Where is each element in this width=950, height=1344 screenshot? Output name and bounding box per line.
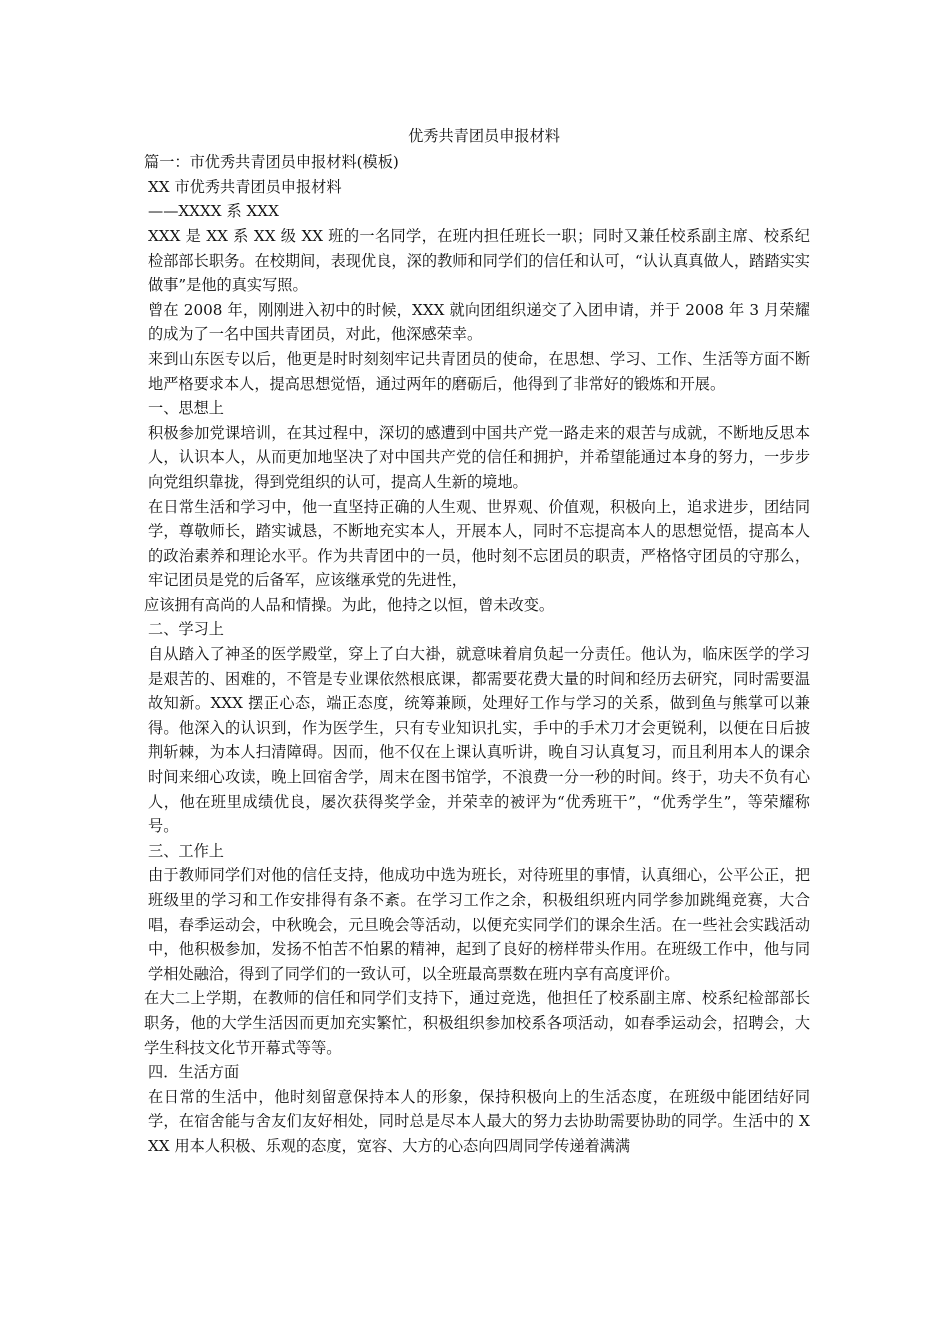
section-heading-study: 二、学习上 (148, 620, 224, 639)
paragraph-joining: 曾在 2008 年，刚刚进入初中的时候，XXX 就向团组织递交了入团申请，并于 2008 年 3 月荣耀的成为了一名中国共青团员，对此，他深感荣幸。 (148, 300, 810, 344)
paragraph-work-monitor: 由于教师同学们对他的信任支持，他成功中选为班长，对待班里的事情，认真细心，公平公正，把班级里的学习和工作安排得有条不紊。在学习工作之余，积极组织班内同学参加跳绳竞赛，大合唱，春季运动会，中秋晚会，元旦晚会等活动，以便充实同学们的课余生活。在一些社会实践活动中，他积极参加，发扬不怕苦不怕累的精神，起到了良好的榜样带头作用。在班级工作中，他与同学相处融洽，得到了同学们的一致认可，以全班最高票数在班内享有高度评价。 (148, 866, 810, 983)
section-heading-work: 三、工作上 (148, 841, 224, 860)
paragraph-daily-values: 在日常生活和学习中，他一直坚持正确的人生观、世界观、价值观，积极向上，追求进步，团结同学，尊敬师长，踏实诚恳，不断地充实本人，开展本人，同时不忘提高本人的思想觉悟，提高本人的政治素养和理论水平。作为共青团中的一员，他时刻不忘团员的职责，严格恪守团员的守那么，牢记团员是党的后备军，应该继承党的先进性， (148, 497, 810, 590)
paragraph-daily-values-end: 应该拥有高尚的人品和情操。为此，他持之以恒，曾未改变。 (144, 595, 555, 614)
paragraph-study: 自从踏入了神圣的医学殿堂，穿上了白大褂，就意味着肩负起一分责任。他认为，临床医学的学习是艰苦的、困难的，不管是专业课依然根底课，都需要花费大量的时间和经历去研究，同时需要温故知新。XXX 摆正心态，端正态度，统筹兼顾，处理好工作与学习的关系，做到鱼与熊掌可以兼得。他深入的认识到，作为医学生，只有专业知识扎实，手中的手术刀才会更锐利，以便在日后披荆斩棘，为本人扫清障碍。因而，他不仅在上课认真听讲，晚自习认真复习，而且利用本人的课余时间来细心攻读，晚上回宿舍学，周末在图书馆学，不浪费一分一秒的时间。终于，功夫不负有心人，他在班里成绩优良，屡次获得奖学金，并荣幸的被评为“优秀班干”，“优秀学生”，等荣耀称号。 (148, 645, 810, 836)
section-heading-life: 四．生活方面 (148, 1063, 240, 1082)
subtitle-report-name: XX 市优秀共青团员申报材料 (148, 177, 342, 196)
paragraph-intro: XXX 是 XX 系 XX 级 XX 班的一名同学，在班内担任班长一职；同时又兼任校系副主席、校系纪检部部长职务。在校期间，表现优良，深的教师和同学们的信任和认可，“认认真真做人，踏踏实实做事”是他的真实写照。 (148, 226, 810, 295)
document-title: 优秀共青团员申报材料 (408, 127, 560, 145)
paragraph-work-vice-chair: 在大二上学期，在教师的信任和同学们支持下，通过竞选，他担任了校系副主席、校系纪检部部长职务，他的大学生活因而更加充实繁忙，积极组织参加校系各项活动，如春季运动会，招聘会，大学生科技文化节开幕式等等。 (144, 989, 810, 1057)
subtitle-department: ——XXXX 系 XXX (148, 202, 279, 221)
paragraph-party-training: 积极参加党课培训，在其过程中，深切的感遭到中国共产党一路走来的艰苦与成就，不断地反思本人，认识本人，从而更加地坚决了对中国共产党的信任和拥护，并希望能通过本身的努力，一步步向党组织靠拢，得到党组织的认可，提高人生新的境地。 (148, 423, 810, 491)
document-body (144, 124, 810, 1159)
subtitle-chapter-one: 篇一：市优秀共青团员申报材料(模板) (144, 153, 399, 172)
paragraph-life: 在日常的生活中，他时刻留意保持本人的形象，保持积极向上的生活态度，在班级中能团结好同学，在宿舍能与舍友们友好相处，同时总是尽本人最大的努力去协助需要协助的同学。生活中的 XXX 用本人积极、乐观的态度，宽容、大方的心态向四周同学传递着满满 (148, 1087, 810, 1155)
section-heading-thought: 一、思想上 (148, 399, 224, 418)
paragraph-mission: 来到山东医专以后，他更是时时刻刻牢记共青团员的使命，在思想、学习、工作、生活等方面不断地严格要求本人，提高思想觉悟，通过两年的磨砺后，他得到了非常好的锻炼和开展。 (148, 349, 810, 393)
